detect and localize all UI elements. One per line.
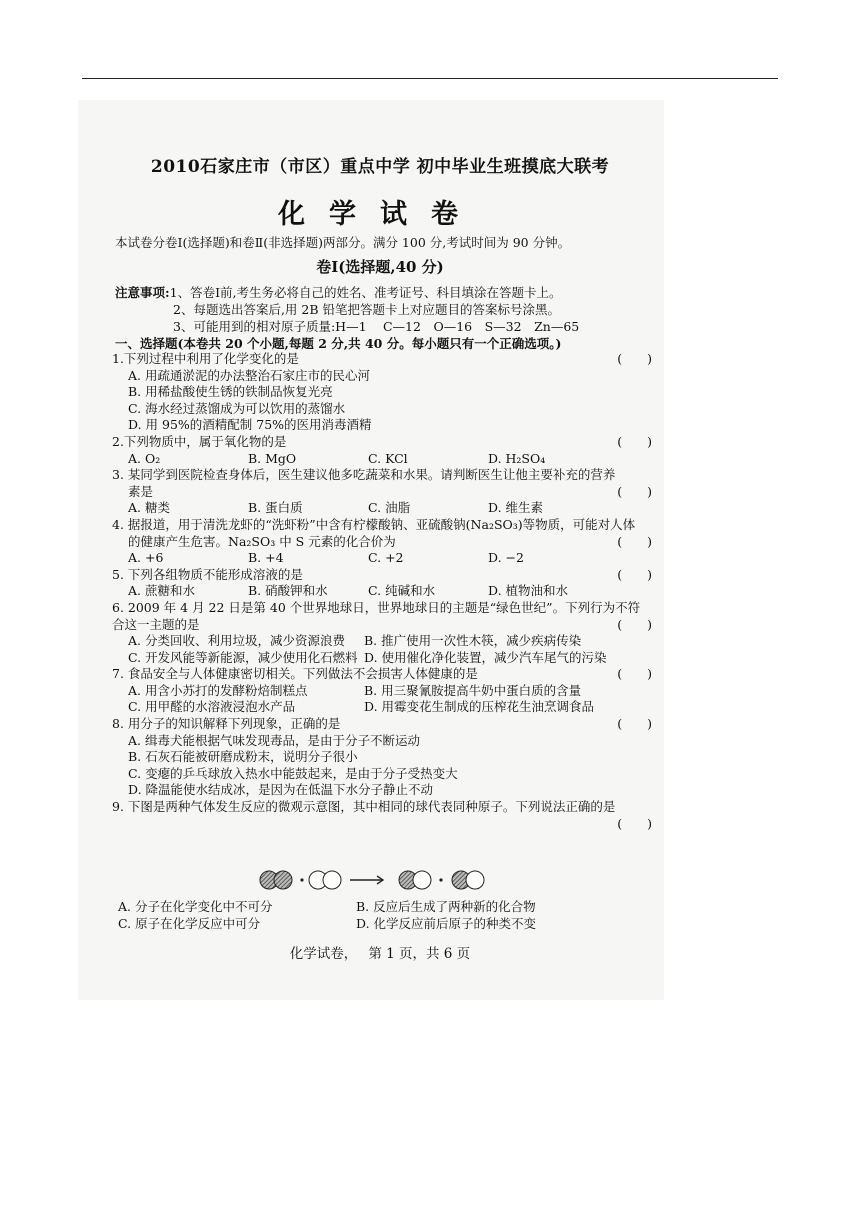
question-2-options: [112, 451, 652, 468]
question-5-stem: [112, 567, 652, 584]
option-a: A. 分类回收、利用垃圾，减少资源浪费: [128, 633, 345, 649]
option-a: A. +6: [128, 550, 164, 566]
reactant-molecule-white: [309, 871, 341, 889]
exam-header: 2010石家庄市（市区）重点中学 初中毕业生班摸底大联考: [150, 157, 610, 177]
question-text: 5. 下列各组物质不能形成溶液的是: [112, 566, 303, 582]
question-1-stem: [112, 351, 652, 368]
option-d: D. 维生素: [488, 500, 544, 516]
option-a: A. 用含小苏打的发酵粉焙制糕点: [128, 682, 308, 698]
section-heading: 一、选择题(本卷共 20 个小题,每题 2 分,共 40 分。每小题只有一个正确选项。): [115, 336, 562, 351]
note-item: 3、可能用到的相对原子质量:H—1 C—12 O—16 S—32 Zn—65: [173, 319, 580, 334]
option-b: B. +4: [248, 550, 284, 566]
product-molecule: [452, 871, 484, 889]
answer-bracket: ( ): [617, 533, 652, 549]
page-title: 化学试卷: [278, 199, 482, 230]
option-b: B. 反应后生成了两种新的化合物: [356, 899, 536, 914]
answer-bracket: ( ): [617, 716, 652, 732]
question-6-stem-cont: [112, 617, 652, 634]
option-d: D. 化学反应前后原子的种类不变: [356, 916, 537, 931]
option-a: A. 分子在化学变化中不可分: [118, 899, 273, 914]
top-rule: [82, 78, 778, 79]
question-3-stem: 3. 某同学到医院检查身体后，医生建议他多吃蔬菜和水果。请判断医生让他主要补充的营养: [112, 467, 616, 483]
question-7-stem: [112, 666, 652, 683]
option-c: C. 开发风能等新能源，减少使用化石燃料: [128, 649, 358, 665]
question-6-stem: 6. 2009 年 4 月 22 日是第 40 个世界地球日，世界地球日的主题是“绿色世纪”。下列行为不符: [112, 599, 641, 615]
question-9-bracket-line: [112, 816, 652, 833]
volume-heading: 卷Ⅰ(选择题,40 分): [316, 258, 444, 276]
question-text: 7. 食品安全与人体健康密切相关。下列做法不会损害人体健康的是: [112, 666, 478, 682]
answer-bracket: ( ): [617, 815, 652, 831]
question-8-option-b: B. 石灰石能被研磨成粉末，说明分子很小: [128, 749, 358, 765]
answer-bracket: ( ): [617, 433, 652, 449]
option-d: D. H₂SO₄: [488, 450, 546, 466]
option-b: B. 推广使用一次性木筷，减少疾病传染: [364, 633, 582, 649]
option-a: A. O₂: [128, 450, 161, 466]
option-c: C. +2: [368, 550, 404, 566]
question-7-options-cd: [112, 699, 652, 716]
question-1-option-d: D. 用 95%的酒精配制 75%的医用消毒酒精: [128, 417, 372, 433]
option-b: B. MgO: [248, 450, 297, 466]
reactant-molecule-hatched: [260, 871, 292, 889]
question-7-options-ab: [112, 683, 652, 700]
exam-notes: [115, 284, 579, 335]
option-a: A. 蔗糖和水: [128, 583, 195, 599]
answer-bracket: ( ): [617, 666, 652, 682]
question-6-options-cd: [112, 650, 652, 667]
answer-bracket: ( ): [617, 566, 652, 582]
option-d: D. 植物油和水: [488, 583, 569, 599]
exam-intro: 本试卷分卷Ⅰ(选择题)和卷Ⅱ(非选择题)两部分。满分 100 分,考试时间为 90 分钟。: [115, 235, 571, 250]
notes-label: 注意事项:: [115, 285, 170, 300]
question-text: 8. 用分子的知识解释下列现象，正确的是: [112, 716, 341, 732]
option-d: D. −2: [488, 550, 524, 566]
option-c: C. 纯碱和水: [368, 583, 436, 599]
question-4-stem: 4. 据报道，用于清洗龙虾的“洗虾粉”中含有柠檬酸钠、亚硫酸钠(Na₂SO₃)等物质，可能对人体: [112, 516, 636, 532]
page-footer: 化学试卷， 第 1 页，共 6 页: [289, 946, 471, 962]
option-b: B. 蛋白质: [248, 500, 303, 516]
question-2-stem: [112, 434, 652, 451]
option-d: D. 使用催化净化装置，减少汽车尾气的污染: [364, 649, 607, 665]
option-c: C. KCl: [368, 450, 408, 466]
product-molecule: [399, 871, 431, 889]
question-text: 2.下列物质中，属于氧化物的是: [112, 433, 287, 449]
note-item: 1、答卷Ⅰ前,考生务必将自己的姓名、准考证号、科目填涂在答题卡上。: [169, 285, 562, 300]
option-c: C. 原子在化学反应中可分: [118, 916, 261, 931]
option-b: B. 硝酸钾和水: [248, 583, 328, 599]
plus-dot: [439, 878, 442, 881]
question-text: 的健康产生危害。Na₂SO₃ 中 S 元素的化合价为: [128, 533, 396, 549]
question-1-option-c: C. 海水经过蒸馏成为可以饮用的蒸馏水: [128, 400, 346, 416]
question-9-stem: 9. 下图是两种气体发生反应的微观示意图，其中相同的球代表同种原子。下列说法正确的是: [112, 799, 616, 815]
option-b: B. 用三聚氰胺提高牛奶中蛋白质的含量: [364, 682, 582, 698]
reaction-arrow: [350, 876, 383, 884]
answer-bracket: ( ): [617, 351, 652, 366]
question-3-stem-cont: [112, 484, 652, 501]
option-c: C. 用甲醛的水溶液浸泡水产品: [128, 699, 296, 715]
note-item: 2、每题选出答案后,用 2B 铅笔把答题卡上对应题目的答案标号涂黑。: [173, 302, 561, 317]
plus-dot: [300, 878, 303, 881]
question-8-stem: [112, 716, 652, 733]
question-1-option-a: A. 用疏通淤泥的办法整治石家庄市的民心河: [128, 367, 370, 383]
question-9-options: [118, 898, 638, 932]
question-text: 1.下列过程中利用了化学变化的是: [112, 351, 299, 366]
answer-bracket: ( ): [617, 483, 652, 499]
question-8-option-d: D. 降温能使水结成冰，是因为在低温下水分子静止不动: [128, 782, 434, 798]
question-8-option-a: A. 缉毒犬能根据气味发现毒品，是由于分子不断运动: [128, 732, 420, 748]
question-6-options-ab: [112, 633, 652, 650]
question-8-option-c: C. 变瘪的乒乓球放入热水中能鼓起来，是由于分子受热变大: [128, 765, 458, 781]
question-3-options: [112, 500, 652, 517]
question-4-stem-cont: [112, 534, 652, 551]
question-4-options: [112, 550, 652, 567]
question-5-options: [112, 583, 652, 600]
question-list: [112, 351, 652, 832]
question-1-option-b: B. 用稀盐酸使生锈的铁制品恢复光亮: [128, 384, 333, 400]
option-a: A. 糖类: [128, 500, 170, 516]
answer-bracket: ( ): [617, 616, 652, 632]
question-text: 素是: [128, 483, 154, 499]
option-c: C. 油脂: [368, 500, 411, 516]
option-d: D. 用霉变花生制成的压榨花生油烹调食品: [364, 699, 595, 715]
question-text: 合这一主题的是: [112, 616, 200, 632]
reaction-diagram: [258, 868, 498, 892]
